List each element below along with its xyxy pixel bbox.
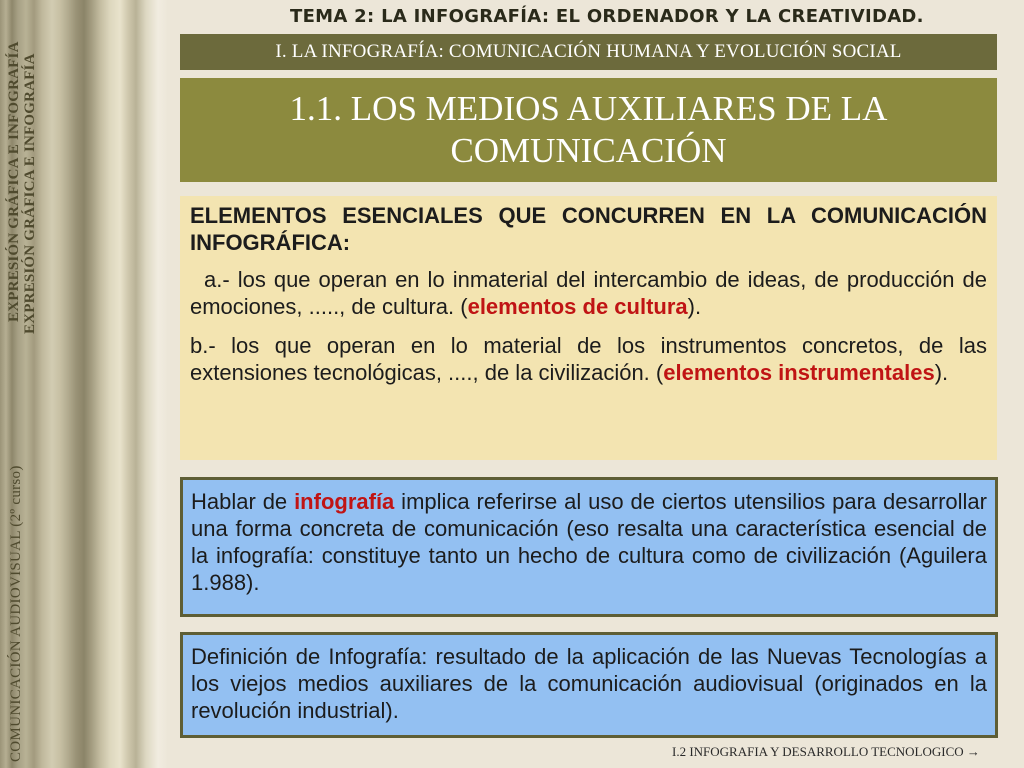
element-item-a [190, 266, 987, 320]
element-a-end: ). [687, 294, 702, 319]
slide-title-text: 1.1. LOS MEDIOS AUXILIARES DE LA COMUNICACIÓN [289, 89, 888, 170]
sidebar-course-label: COMUNICACIÓN AUDIOVISUAL (2º curso) [8, 465, 24, 762]
element-b-end: ). [934, 360, 949, 385]
elements-heading: ELEMENTOS ESENCIALES QUE CONCURREN EN LA COMUNICACIÓN INFOGRÁFICA: [190, 203, 987, 255]
section-header [180, 34, 997, 70]
info-paragraph [191, 488, 987, 596]
decorative-sidebar [0, 0, 168, 768]
definition-box [180, 632, 998, 738]
element-a-text: a.- los que operan en lo inmaterial del intercambio de ideas, de producción de emociones, ....., de cultura. ( [190, 267, 987, 319]
definition-text: Definición de Infografía: resultado de la aplicación de las Nuevas Tecnologías a los viejos medios auxiliares de la comunicación audiovisual (originados en la revolución industrial). [191, 644, 987, 723]
slide-title [180, 78, 997, 182]
info-pre: Hablar de [191, 489, 295, 514]
elements-box [180, 196, 997, 460]
element-a-highlight: elementos de cultura [467, 294, 688, 319]
element-b-text: b.- los que operan en lo material de los instrumentos concretos, de las extensiones tecnológicas, ...., de la civilización. ( [190, 333, 987, 385]
section-header-text: I. LA INFOGRAFÍA: COMUNICACIÓN HUMANA Y EVOLUCIÓN SOCIAL [275, 41, 902, 62]
sidebar-subject-label: EXPRESIÓN GRÁFICA E INFOGRAFÍA [6, 41, 22, 322]
info-post: implica referirse al uso de ciertos utensilios para desarrollar una forma concreta de comunicación (eso resalta una característica esencial de la infografía: constituye tanto un hecho de cultura como de civilización (Aguilera 1.988). [191, 489, 987, 595]
info-highlight: infografía [294, 489, 395, 514]
topic-title: TEMA 2: LA INFOGRAFÍA: EL ORDENADOR Y LA CREATIVIDAD. [290, 6, 924, 27]
element-item-b [190, 332, 987, 386]
infographics-info-box [180, 477, 998, 617]
sidebar-subject-label-shadow: EXPRESIÓN GRÁFICA E INFOGRAFÍA [22, 53, 38, 334]
element-b-highlight: elementos instrumentales [663, 360, 935, 385]
next-section-link[interactable]: I.2 INFOGRAFIA Y DESARROLLO TECNOLOGICO → [672, 744, 980, 759]
